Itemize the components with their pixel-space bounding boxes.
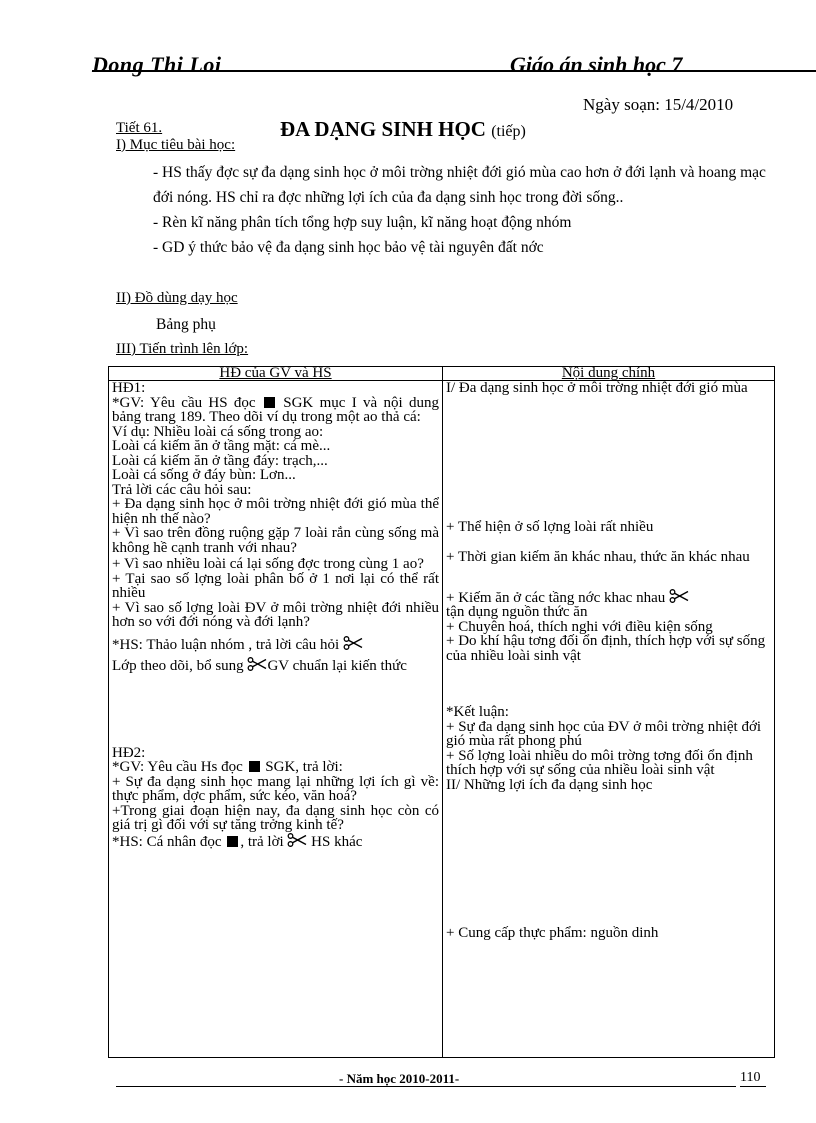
hd1-label: HĐ1: <box>112 380 146 396</box>
lesson-number: Tiết 61. <box>116 120 163 136</box>
title-text: ĐA DẠNG SINH HỌC <box>280 117 486 141</box>
footer-rule <box>116 1086 736 1087</box>
gv2-instruction: *GV: Yêu cầu Hs đọc SGK, trả lời: <box>112 759 343 775</box>
example-line: Ví dụ: Nhiều loài cá sống trong ao: <box>112 423 324 440</box>
scissors-icon <box>247 657 267 671</box>
header-subject: Giáo án sinh học 7 <box>510 52 683 77</box>
prep-date: Ngày soạn: 15/4/2010 <box>583 95 734 114</box>
question-5: + Vì sao số lợng loài ĐV ở môi trờng nhiệt đới nhiều hơn so với đới nóng và đới lạnh? <box>112 599 439 630</box>
header-author: Dong Thi Loi <box>92 52 222 77</box>
objective-item: - GD ý thức bảo vệ đa dạng sinh học bảo vệ tài nguyên đất nớc <box>153 239 544 256</box>
question-2: + Vì sao trên đồng ruộng gặp 7 loài rắn cùng sống mà không hề cạnh tranh với nhau? <box>112 525 439 556</box>
answer-4: + Chuyên hoá, thích nghi với điều kiện sống <box>446 618 713 635</box>
question-4: + Tại sao số lợng loài phân bố ở 1 nơi lại có thể rất nhiều <box>112 570 439 601</box>
scissors-icon <box>287 833 307 847</box>
table-header-content: Nội dung chính <box>443 367 775 381</box>
content-section-1: I/ Đa dạng sinh học ở môi trờng nhiệt đới gió mùa <box>446 380 748 396</box>
table-header-activities: HĐ của GV và HS <box>109 367 443 381</box>
benefit-1: + Cung cấp thực phẩm: nguồn dinh <box>446 925 659 941</box>
hs1-followup: Lớp theo dõi, bổ sung GV chuẩn lại kiến thức <box>112 658 407 674</box>
book-icon <box>227 836 238 847</box>
hs2-activity: *HS: Cá nhân đọc , trả lời HS khác <box>112 833 363 850</box>
page-number: 110 <box>740 1070 761 1085</box>
footer-school-year: - Năm học 2010-2011- <box>339 1071 460 1086</box>
activities-cell <box>109 381 443 1058</box>
question-3: + Vì sao nhiều loài cá lại sống đợc trong cùng 1 ao? <box>112 556 424 572</box>
scissors-icon <box>343 636 363 650</box>
question-6: + Sự đa dạng sinh học mang lại những lợi ích gì về: thực phẩm, dợc phẩm, sức kéo, văn hoá? <box>112 773 439 804</box>
content-section-2: II/ Những lợi ích đa dạng sinh học <box>446 776 653 793</box>
conclusion-title: *Kết luận: <box>446 704 509 720</box>
scissors-icon <box>669 589 689 603</box>
book-icon <box>264 397 275 408</box>
section-materials: II) Đồ dùng dạy học <box>116 290 238 306</box>
materials-item: Bảng phụ <box>156 316 216 333</box>
book-icon <box>249 761 260 772</box>
content-cell <box>443 381 775 1058</box>
footer-rule-page <box>740 1086 766 1087</box>
answer-3: + Kiếm ăn ở các tầng nớc khac nhau <box>446 589 771 606</box>
section-procedure: III) Tiến trình lên lớp: <box>116 341 249 357</box>
answer-5: + Do khí hậu tơng đối ổn định, thích hợp với sự sống của nhiều loài sinh vật <box>446 633 766 664</box>
answer-2: + Thời gian kiếm ăn khác nhau, thức ăn khác nhau <box>446 549 750 565</box>
answer-1: + Thể hiện ở số lợng loài rất nhiều <box>446 518 654 535</box>
example-line: Loài cá kiếm ăn ở tầng đáy: trạch,... <box>112 452 328 469</box>
example-line: Trả lời các câu hỏi sau: <box>112 481 252 498</box>
title-suffix: (tiếp) <box>491 123 526 140</box>
example-line: Loài cá kiếm ăn ở tầng mặt: cá mè... <box>112 438 331 454</box>
header-rule <box>92 70 816 72</box>
lesson-table <box>108 366 775 1058</box>
gv1-instruction: *GV: Yêu cầu HS đọc SGK mục I và nội dung bảng trang 189. Theo dõi ví dụ trong một ao thả cá: <box>112 394 440 425</box>
section-objectives: I) Mục tiêu bài học: <box>116 137 236 153</box>
objective-item: - Rèn kĩ năng phân tích tổng hợp suy luận, kĩ năng hoạt động nhóm <box>153 214 572 231</box>
objective-item: - HS thấy đợc sự đa dạng sinh học ở môi trờng nhiệt đới gió mùa cao hơn ở đới lạnh và hoang mạc đới nóng. HS chỉ ra đợc những lợi ích của đa dạng sinh học trong đời sống.. <box>153 164 766 206</box>
hd2-label: HĐ2: <box>112 744 146 761</box>
question-1: + Đa dạng sinh học ở môi trờng nhiệt đới gió mùa thể hiện nh thế nào? <box>112 496 439 527</box>
question-7: +Trong giai đoạn hiện nay, đa dạng sinh học còn có giá trị gì đối với sự tăng trởng kinh tế? <box>112 802 439 833</box>
answer-3b: tận dụng nguồn thức ăn <box>446 604 588 620</box>
objectives-list <box>153 160 773 260</box>
hs1-discussion: *HS: Thảo luận nhóm , trả lời câu hỏi <box>112 636 439 653</box>
conclusion-item: + Sự đa dạng sinh học của ĐV ở môi trờng nhiệt đới gió mùa rất phong phú <box>446 718 762 749</box>
conclusion-item: + Số lợng loài nhiều do môi trờng tơng đối ổn định thích hợp với sự sống của nhiều loài sinh vật <box>446 747 753 778</box>
example-line: Loài cá sống ở đáy bùn: Lơn... <box>112 467 296 483</box>
page-title <box>280 117 526 142</box>
